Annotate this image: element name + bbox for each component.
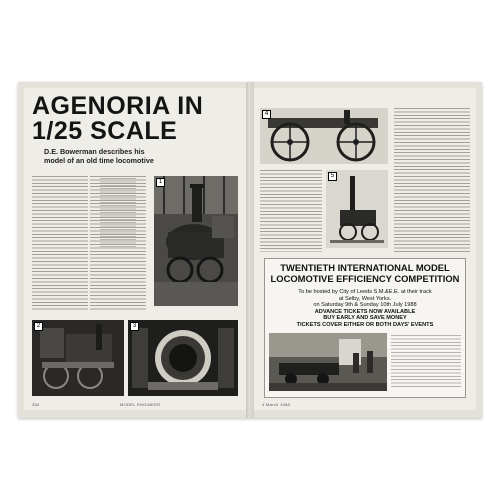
photo-number: 2	[34, 322, 43, 331]
magazine-spread	[18, 82, 482, 418]
competition-advert	[264, 258, 466, 398]
competition-photo	[269, 333, 387, 391]
body-text-column-1	[32, 176, 88, 312]
gutter	[246, 82, 254, 418]
advert-line: BUY EARLY AND SAVE MONEY	[323, 315, 407, 322]
photo-captions	[100, 178, 136, 248]
magazine-title: MODEL ENGINEER	[120, 402, 161, 407]
page-number: 350	[32, 402, 40, 407]
body-text-column-3	[260, 170, 322, 252]
advert-line: ADVANCE TICKETS NOW AVAILABLE	[314, 308, 416, 315]
advert-details	[269, 289, 461, 329]
smokebox-photo	[128, 320, 238, 396]
article-headline: AGENORIA IN 1/25 SCALE	[32, 92, 204, 145]
body-text-column-4	[394, 108, 470, 252]
article-strap: D.E. Bowerman describes his model of an old time locomotive	[44, 147, 154, 165]
advert-line: To be hosted by City of Leeds S.M.&E.E. at their track	[298, 289, 432, 295]
advert-line: on Saturday 9th & Sunday 10th July 1988	[313, 302, 417, 309]
right-page	[254, 88, 476, 410]
wheels-photo	[260, 108, 388, 164]
advert-line: TICKETS COVER EITHER OR BOTH DAYS' EVENTS	[296, 321, 434, 328]
model-engine-photo	[32, 320, 124, 396]
issue-date: 4 March 1988	[262, 402, 291, 407]
left-page	[24, 88, 246, 410]
complete-model-photo	[326, 170, 388, 248]
photo-number: 5	[328, 172, 337, 181]
photo-number: 1	[156, 178, 165, 187]
advert-small-print	[391, 335, 461, 389]
advert-title: TWENTIETH INTERNATIONAL MODEL LOCOMOTIVE EFFICIENCY COMPETITION	[270, 262, 460, 284]
advert-line: at Selby, West Yorks.	[338, 295, 392, 302]
locomotive-photo	[154, 176, 238, 306]
photo-number: 3	[130, 322, 139, 331]
photo-number: 4	[262, 110, 271, 119]
